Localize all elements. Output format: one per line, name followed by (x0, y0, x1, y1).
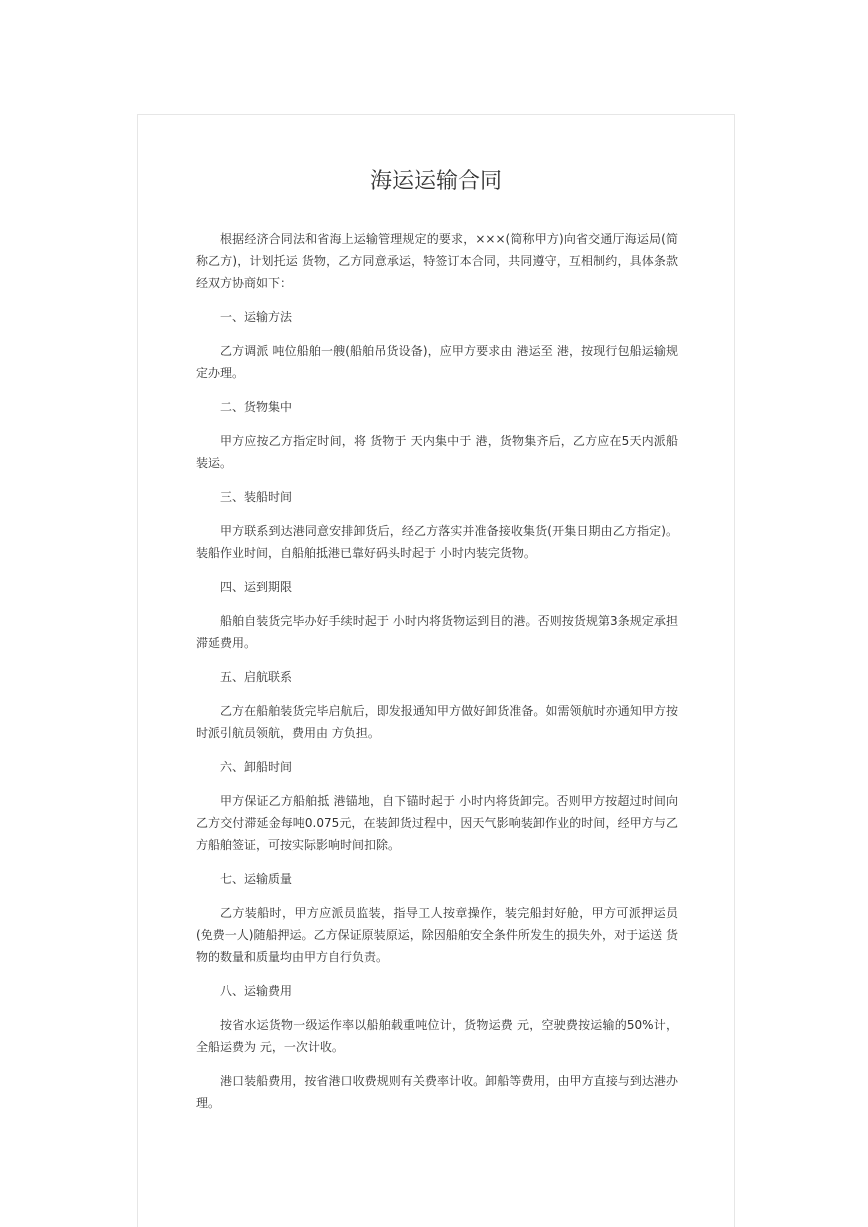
section-paragraph: 甲方保证乙方船舶抵 港锚地，自下锚时起于 小时内将货卸完。否则甲方按超过时间向乙方交付滞延金每吨0.075元，在装卸货过程中，因天气影响装卸作业的时间，经甲方与乙方船舶签证，可按实际影响时间扣除。 (196, 794, 678, 852)
section-heading-transport-quality: 七、运输质量 (220, 872, 293, 886)
document-page (137, 114, 735, 1227)
section-paragraph: 乙方在船舶装货完毕启航后，即发报通知甲方做好卸货准备。如需领航时亦通知甲方按时派引航员领航，费用由 方负担。 (196, 704, 678, 740)
section-heading-transport-method: 一、运输方法 (220, 310, 293, 324)
section-paragraph: 甲方应按乙方指定时间，将 货物于 天内集中于 港，货物集齐后，乙方应在5天内派船装运。 (196, 434, 678, 470)
section-paragraph: 甲方联系到达港同意安排卸货后，经乙方落实并准备接收集货(开集日期由乙方指定)。装船作业时间，自船舶抵港已靠好码头时起于 小时内装完货物。 (196, 524, 678, 560)
section-heading-departure-contact: 五、启航联系 (220, 670, 293, 684)
section-heading-delivery-deadline: 四、运到期限 (220, 580, 293, 594)
document-body (196, 228, 678, 1126)
section-heading-unloading-time: 六、卸船时间 (220, 760, 293, 774)
section-paragraph: 按省水运货物一级运作率以船舶载重吨位计，货物运费 元，空驶费按运输的50%计，全船运费为 元，一次计收。 (196, 1018, 678, 1054)
section-paragraph: 港口装船费用，按省港口收费规则有关费率计收。卸船等费用，由甲方直接与到达港办理。 (196, 1074, 678, 1110)
section-heading-loading-time: 三、装船时间 (220, 490, 293, 504)
section-paragraph: 乙方调派 吨位船舶一艘(船舶吊货设备)，应甲方要求由 港运至 港，按现行包船运输规定办理。 (196, 344, 678, 380)
section-paragraph: 乙方装船时，甲方应派员监装，指导工人按章操作，装完船封好舱，甲方可派押运员(免费一人)随船押运。乙方保证原装原运，除因船舶安全条件所发生的损失外，对于运送 货物的数量和质量均由甲方自行负责。 (196, 906, 678, 964)
section-heading-cargo-collection: 二、货物集中 (220, 400, 293, 414)
intro-paragraph: 根据经济合同法和省海上运输管理规定的要求，×××(简称甲方)向省交通厅海运局(简称乙方)，计划托运 货物，乙方同意承运，特签订本合同，共同遵守，互相制约，具体条款经双方协商如下： (196, 232, 678, 290)
document-title: 海运运输合同 (369, 169, 502, 194)
section-heading-transport-costs: 八、运输费用 (220, 984, 293, 998)
section-paragraph: 船舶自装货完毕办好手续时起于 小时内将货物运到目的港。否则按货规第3条规定承担滞延费用。 (196, 614, 678, 650)
